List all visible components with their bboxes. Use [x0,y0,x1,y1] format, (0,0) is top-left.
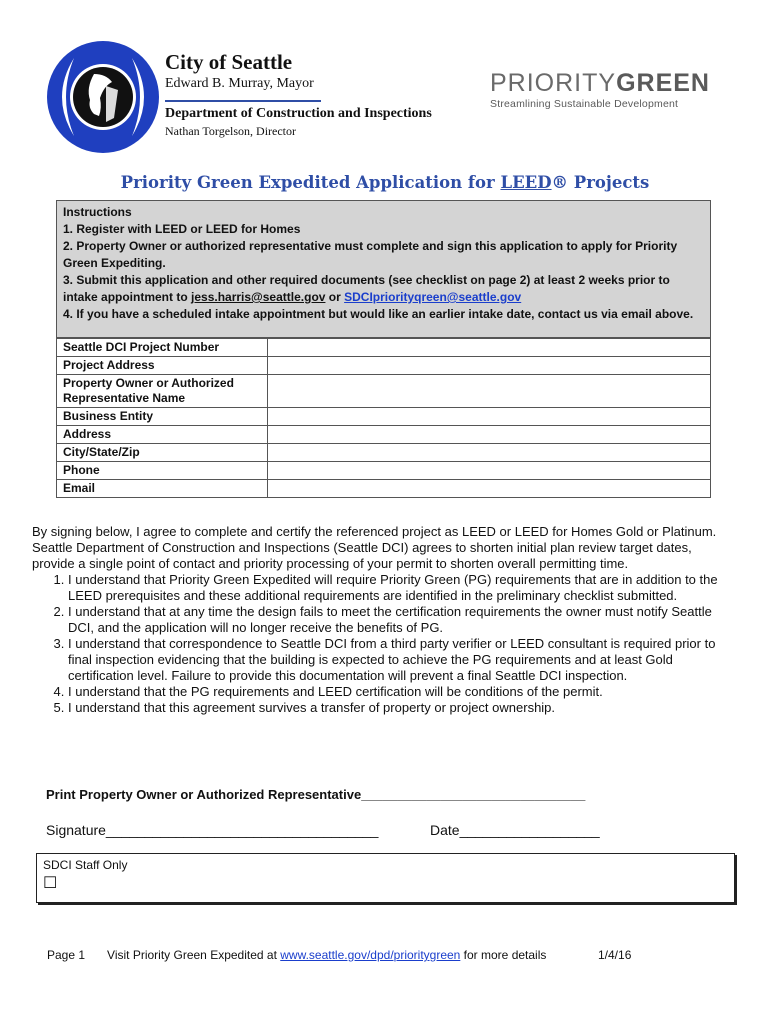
email-link-jess-harris[interactable]: jess.harris@seattle.gov [191,290,326,304]
list-item: 3. I understand that correspondence to Seattle DCI from a third party verifier or LEED consultant is required prior to final inspection evidencing that the building is expected to achieve the PG requirements and at least Gold certification level. Failure to provide this documentation will prevent a final Seattle DCI inspection. [68,636,732,684]
instruction-item-2: 2. Property Owner or authorized representative must complete and sign this application to apply for Priority Green Expediting. [63,239,678,270]
date-field[interactable]: Date__________________ [430,822,600,838]
director-name: Nathan Torgelson, Director [165,124,297,138]
instructions-box [56,200,711,338]
staff-only-label: SDCI Staff Only [43,858,128,872]
agreement-section [32,524,732,716]
table-row [57,339,711,357]
table-row [57,426,711,444]
table-row [57,462,711,480]
project-info-table [56,338,711,498]
priority-green-website-link[interactable]: www.seattle.gov/dpd/prioritygreen [280,948,461,962]
field-label: Email [57,480,268,498]
field-label: Address [57,426,268,444]
title-prefix: Priority Green Expedited Application for [120,173,501,192]
staff-only-box [36,853,735,903]
department-name: Department of Construction and Inspections [165,106,432,121]
agreement-list [32,572,732,716]
agreement-intro: By signing below, I agree to complete and certify the referenced project as LEED or LEED for Homes Gold or Platinum. Seattle Department of Construction and Inspections (Seattle DCI) agrees to shorten initial plan review target dates, provide a single point of contact and priority processing of your permit to shorten overall permitting time. [32,524,717,571]
print-name-field[interactable]: Print Property Owner or Authorized Representative_______________________________ [46,787,586,802]
instruction-item-3-or: or [325,290,345,304]
logo-tagline: Streamlining Sustainable Development [490,98,679,110]
field-label: Seattle DCI Project Number [57,339,268,357]
field-label: City/State/Zip [57,444,268,462]
list-item: 2. I understand that at any time the design fails to meet the certification requirements the owner must notify Seattle DCI, and the application will no longer receive the benefits of PG. [68,604,732,636]
title-suffix: ® Projects [551,173,650,192]
header-divider [165,100,321,102]
field-input-project-number[interactable] [268,339,711,357]
table-row [57,444,711,462]
field-label: Business Entity [57,408,268,426]
field-label: Phone [57,462,268,480]
page-footer [47,948,546,962]
title-leed: LEED [500,173,552,192]
footer-visit-text: Visit Priority Green Expedited at [107,948,281,962]
list-item: 4. I understand that the PG requirements and LEED certification will be conditions of the permit. [68,684,732,700]
field-input-owner-name[interactable] [268,375,711,408]
email-link-priority-green[interactable]: SDCIpriorityqreen@seattle.gov [344,290,522,304]
instruction-item-3 [63,272,704,306]
city-seal-logo [44,38,162,156]
revision-date: 1/4/16 [598,948,632,962]
instructions-heading: Instructions [63,205,132,219]
field-input-email[interactable] [268,480,711,498]
footer-details-text: for more details [460,948,547,962]
mayor-name: Edward B. Murray, Mayor [165,76,314,91]
table-row [57,375,711,408]
field-input-business-entity[interactable] [268,408,711,426]
table-row [57,357,711,375]
instruction-item-4: 4. If you have a scheduled intake appointment but would like an earlier intake date, contact us via email above. [63,307,694,321]
instruction-item-3-text: 3. Submit this application and other required documents (see checklist on page 2) at least 2 weeks prior to intake appointment to [63,273,670,304]
page-number: Page 1 [47,948,86,962]
field-label: Property Owner or Authorized Representative Name [57,375,268,408]
field-label: Project Address [57,357,268,375]
city-name: City of Seattle [165,50,293,74]
table-row [57,480,711,498]
staff-checkbox[interactable]: ☐ [43,875,58,892]
field-input-phone[interactable] [268,462,711,480]
page-title [0,173,770,192]
instruction-item-1: 1. Register with LEED or LEED for Homes [63,222,301,236]
list-item: 1. I understand that Priority Green Expedited will require Priority Green (PG) requirements that are in addition to the LEED prerequisites and these additional requirements are identified in the preliminary checklist submitted. [68,572,732,604]
signature-field[interactable]: Signature___________________________________ [46,822,379,838]
table-row [57,408,711,426]
logo-word-green: GREEN [616,69,710,97]
field-input-address[interactable] [268,426,711,444]
priority-green-logo [490,70,710,110]
logo-word-priority: PRIORITY [490,69,617,97]
list-item: 5. I understand that this agreement survives a transfer of property or project ownership. [68,700,732,716]
field-input-project-address[interactable] [268,357,711,375]
field-input-city-state-zip[interactable] [268,444,711,462]
